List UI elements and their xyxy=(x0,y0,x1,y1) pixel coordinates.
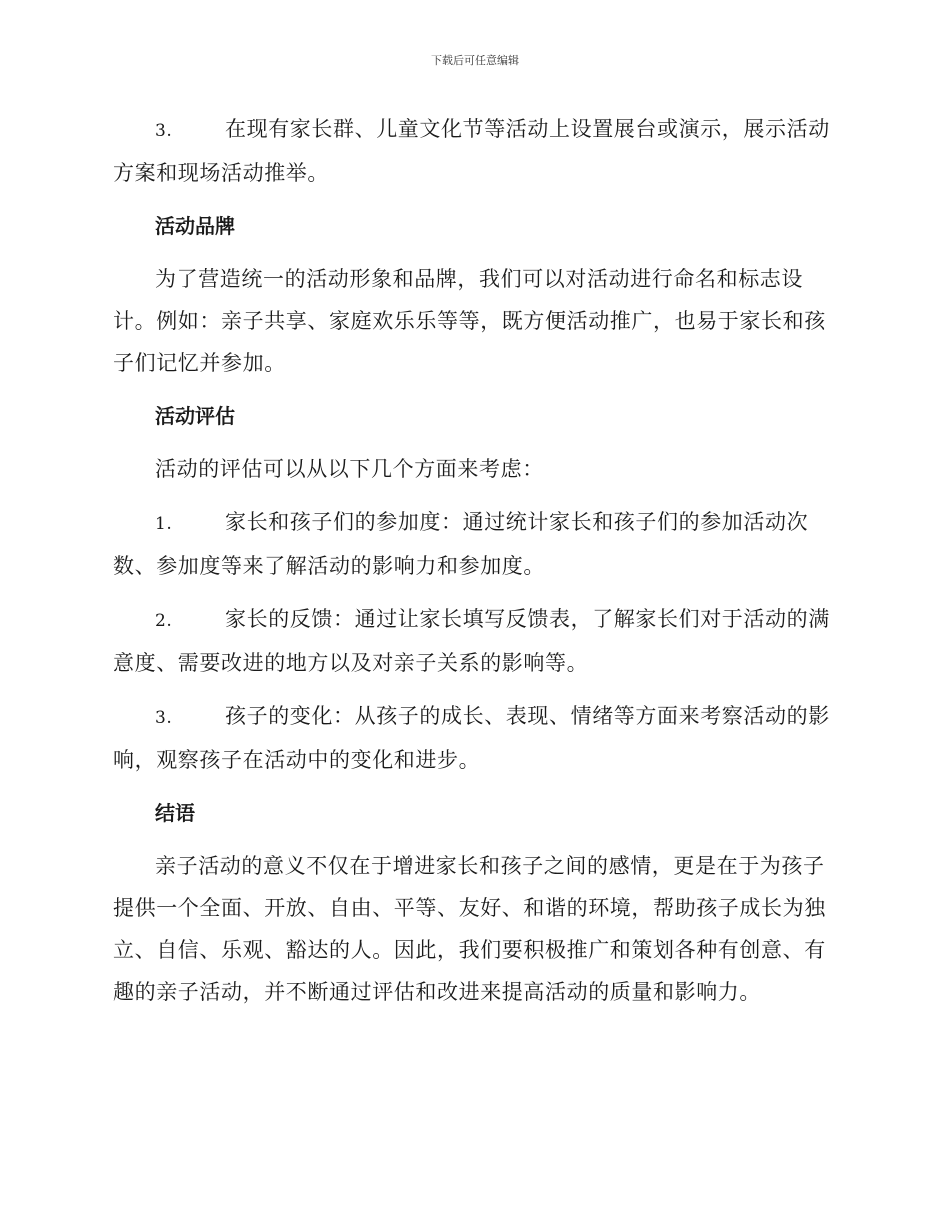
list-item-promotion-3 xyxy=(113,108,835,194)
section-heading-evaluation: 活动评估 xyxy=(155,404,235,428)
paragraph-evaluation-intro: 活动的评估可以从以下几个方面来考虑： xyxy=(155,457,544,481)
section-heading-conclusion: 结语 xyxy=(155,801,195,825)
list-number: 3. xyxy=(155,708,173,728)
document-body xyxy=(113,108,835,1024)
list-item-evaluation-3 xyxy=(113,695,835,781)
page-header: 下载后可任意编辑 xyxy=(431,54,519,67)
section-heading-brand: 活动品牌 xyxy=(155,214,235,238)
list-item-text: 家长和孩子们的参加度：通过统计家长和孩子们的参加活动次数、参加度等来了解活动的影响力和参加度。 xyxy=(113,510,809,578)
list-item-text: 在现有家长群、儿童文化节等活动上设置展台或演示，展示活动方案和现场活动推举。 xyxy=(113,117,830,185)
paragraph-brand: 为了营造统一的活动形象和品牌，我们可以对活动进行命名和标志设计。例如：亲子共享、家庭欢乐乐等等，既方便活动推广，也易于家长和孩子们记忆并参加。 xyxy=(113,267,826,375)
list-item-evaluation-1 xyxy=(113,501,835,587)
list-number: 2. xyxy=(155,611,173,631)
list-item-text: 家长的反馈：通过让家长填写反馈表，了解家长们对于活动的满意度、需要改进的地方以及对亲子关系的影响等。 xyxy=(113,607,830,675)
paragraph-conclusion: 亲子活动的意义不仅在于增进家长和孩子之间的感情，更是在于为孩子提供一个全面、开放、自由、平等、友好、和谐的环境，帮助孩子成长为独立、自信、乐观、豁达的人。因此，我们要积极推广和策划各种有创意、有趣的亲子活动，并不断通过评估和改进来提高活动的质量和影响力。 xyxy=(113,854,826,1004)
list-item-text: 孩子的变化：从孩子的成长、表现、情绪等方面来考察活动的影响，观察孩子在活动中的变化和进步。 xyxy=(113,704,830,772)
list-number: 1. xyxy=(155,514,173,534)
list-number: 3. xyxy=(155,121,173,141)
list-item-evaluation-2 xyxy=(113,598,835,684)
